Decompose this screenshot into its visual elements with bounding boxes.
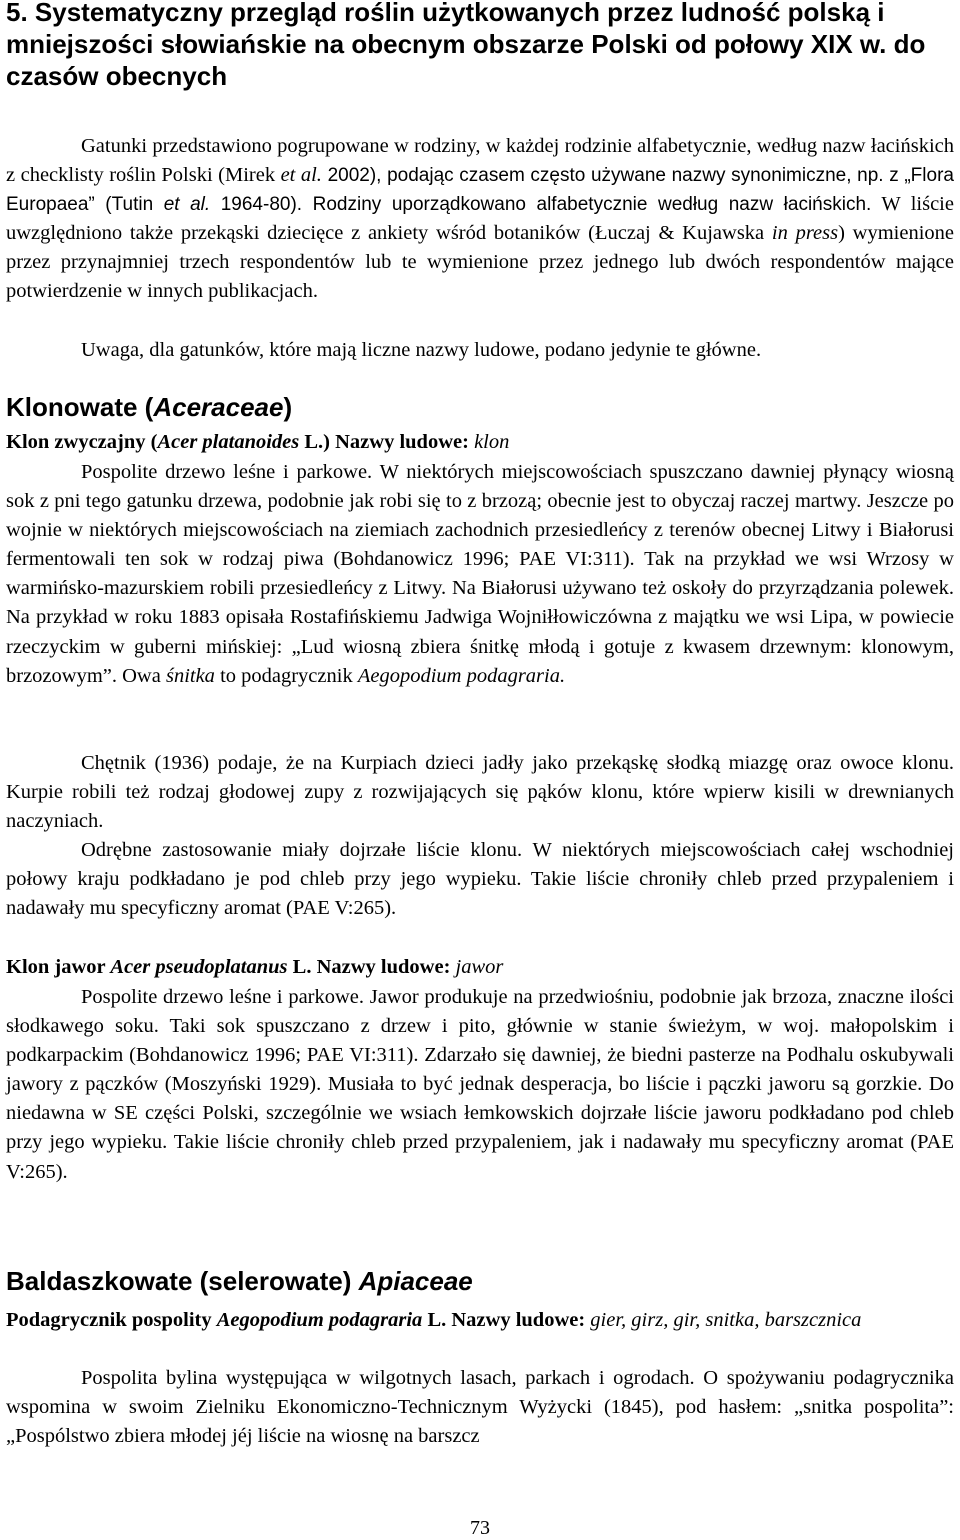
citation-et-al: et al. — [163, 194, 211, 216]
species-heading-acer-platanoides — [6, 428, 954, 457]
intro-note: Uwaga, dla gatunków, które mają liczne nazwy ludowe, podano jedynie te główne. — [81, 339, 762, 361]
species-name: Podagrycznik pospolity — [6, 1309, 217, 1331]
family-close: ) — [283, 392, 293, 422]
species-paragraph: Pospolita bylina występująca w wilgotnych lasach, parkach i ogrodach. O spożywaniu podagrycznika wspomina w swoim Zielniku Ekonomiczno-Technicznym Wyżycki (1845), pod hasłem: „snitka pospolita”: „Pospólstwo zbiera młodej jéj liście na wiosnę na barszcz — [6, 1367, 954, 1448]
folk-term: śnitka — [165, 664, 215, 687]
citation-in-press: in press — [771, 222, 839, 245]
species-name: Klon jawor — [6, 956, 111, 978]
family-latin: Apiaceae — [358, 1266, 473, 1296]
species-author: L.) Nazwy ludowe: — [299, 431, 475, 453]
species-latin: Acer platanoides — [157, 431, 300, 453]
species-name: Klon zwyczajny ( — [6, 431, 158, 453]
folk-names: gier, girz, gir, snitka, barszcznica — [590, 1309, 862, 1331]
folk-names: jawor — [455, 956, 504, 978]
intro-text-3: 1964-80). Rodziny uporządkowano alfabetycznie według nazw łacińskich. — [210, 194, 872, 216]
page-number: 73 — [470, 1517, 490, 1539]
family-latin: Aceraceae — [153, 392, 284, 422]
species-latin: Acer pseudoplatanus — [110, 956, 288, 978]
intro-text-5: ) wymienione przez przynajmniej trzech respondentów lub te wymienione przez jednego lub dwóch respondentów mające potwierdzenie w innych publikacjach. — [6, 222, 955, 303]
species-heading-aegopodium — [6, 1306, 954, 1335]
intro-text-4: W liście uwzględniono także przekąski dziecięce z ankiety wśród botaników (Łuczaj & Kujawska — [6, 193, 954, 245]
species-author: L. Nazwy ludowe: — [287, 956, 456, 978]
paragraph-text: to podagrycznik — [214, 664, 358, 687]
species-author: L. Nazwy ludowe: — [422, 1309, 591, 1331]
species-paragraph: Pospolite drzewo leśne i parkowe. Jawor produkuje na przedwiośniu, podobnie jak brzoza, znaczne ilości słodkawego soku. Taki sok spuszczano z drzew i pito, głównie w stanie świeżym, w woj. małopolskim i podkarpackim (Bohdanowicz 1996; PAE VI:311). Zdarzało się dawniej, że biedni pasterze na Podhalu oskubywali jawory z pączków (Moszyński 1929). Musiała to być jednak desperacja, bo liście i pączki jaworu są gorzkie. Do niedawna w SE części Polski, szczególnie we wsiach łemkowskich dojrzałe liście jaworu podkładano pod chleb przy jego wypieku. Takie liście chroniły chleb przed przypaleniem, jak i nadawały mu specyficzny aromat (PAE V:265). — [6, 986, 954, 1183]
latin-name: Aegopodium podagraria. — [357, 664, 566, 687]
species-paragraph: Odrębne zastosowanie miały dojrzałe liście klonu. W niektórych miejscowościach całej wschodniej połowy kraju podkładano je pod chleb przy jego wypieku. Takie liście chroniły chleb przed przypaleniem i nadawały mu specyficzny aromat (PAE V:265). — [6, 839, 954, 920]
species-heading-acer-pseudoplatanus — [6, 953, 954, 982]
intro-text-1: Gatunki przedstawiono pogrupowane w rodziny, w każdej rodzinie alfabetycznie, według nazw łacińskich z checklisty roślin Polski (Mirek — [6, 135, 954, 187]
intro-paragraph — [6, 132, 954, 307]
family-heading-aceraceae — [6, 391, 954, 423]
paragraph-text: Pospolite drzewo leśne i parkowe. W niektórych miejscowościach spuszczano dawniej płynący wiosną sok z pni tego gatunku drzewa, podobnie jak robi się to z brzozą; obecnie jest to obyczaj raczej martwy. Jeszcze po wojnie w niektórych miejscowościach na ziemiach zachodnich przesiedleńcy z terenów obecnej Litwy i Białorusi fermentowali ten sok w rodzaj piwa (Bohdanowicz 1996; PAE VI:311). Tak na przykład we wsi Wrzosy w warmińsko-mazurskiem robili przesiedleńcy z Litwy. Na Białorusi używano też oskoły do przyrządzania polewek. Na przykład w roku 1883 opisała Rostafińskiemu Jadwiga Wojniłłowiczówna z majątku we wsi Lipa, w powiecie rzeczyckim w guberni mińskiej: „Lud wiosną zbiera śnitkę młodą i gotuje z kwasem drzewnym: klonowym, brzozowym”. Owa — [6, 461, 954, 687]
family-heading-apiaceae — [6, 1265, 954, 1297]
citation-et-al: et al. — [280, 164, 322, 187]
family-name: Klonowate ( — [6, 392, 154, 422]
species-paragraph: Chętnik (1936) podaje, że na Kurpiach dzieci jadły jako przekąskę słodką miazgę oraz owoce klonu. Kurpie robili też rodzaj głodowej zupy z rozwijających się pąków klonu, które wpierw kisili w drewnianych naczyniach. — [6, 752, 954, 833]
intro-text-2: 2002), podając czasem często używane nazwy synonimiczne, np. z „Flora Europaea” (Tutin — [6, 165, 954, 216]
species-paragraph — [6, 458, 954, 691]
species-latin: Aegopodium podagraria — [216, 1309, 423, 1331]
folk-names: klon — [474, 431, 510, 453]
family-name: Baldaszkowate (selerowate) — [6, 1266, 359, 1296]
chapter-title: 5. Systematyczny przegląd roślin użytkowanych przez ludność polską i mniejszości słowiańskie na obecnym obszarze Polski od połowy XIX w. do czasów obecnych — [6, 0, 926, 91]
